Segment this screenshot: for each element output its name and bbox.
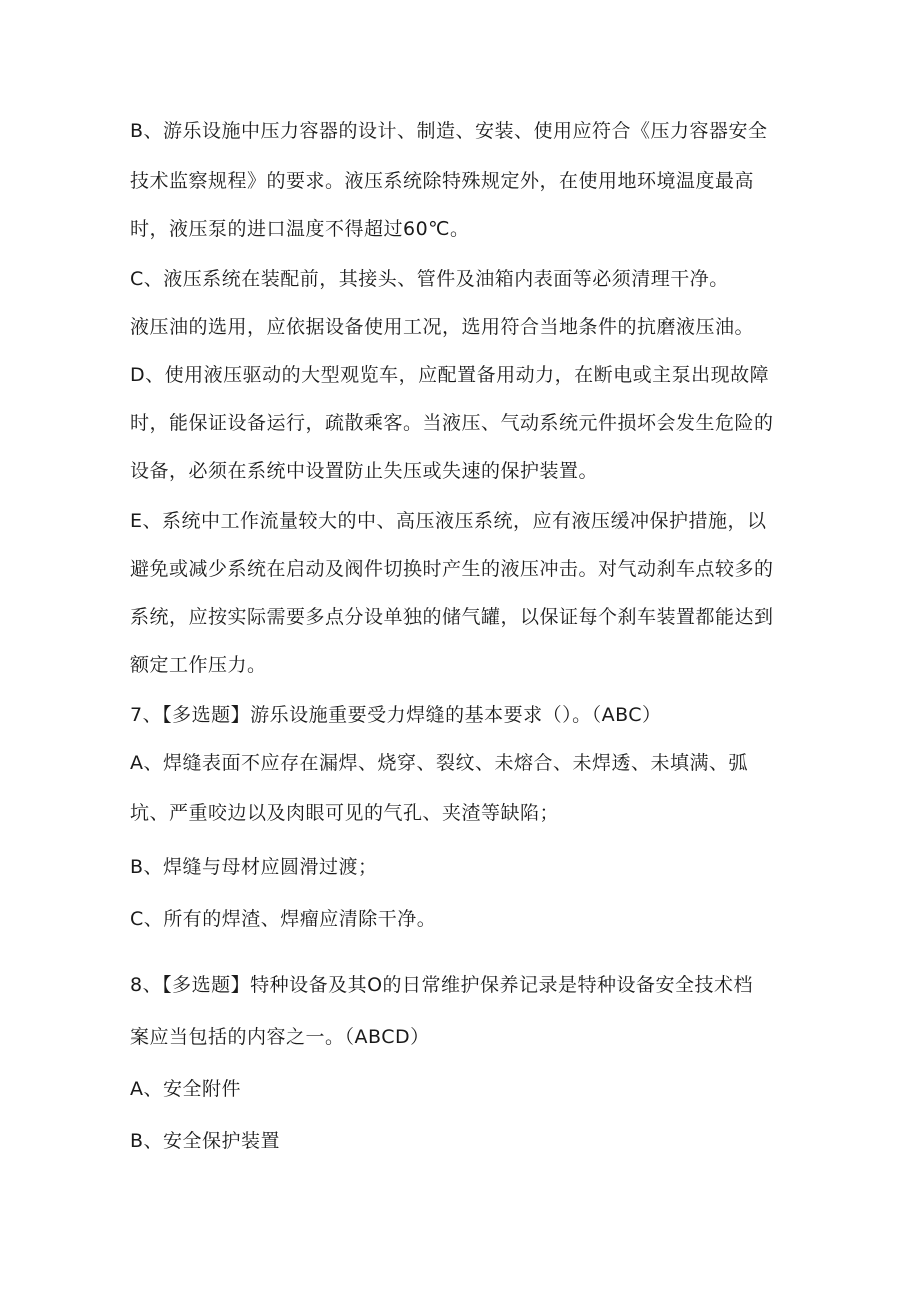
option-b-line-3: 时，液压泵的进口温度不得超过60℃。 — [130, 218, 470, 240]
q7-option-c: C、所有的焊渣、焊瘤应清除干净。 — [130, 908, 437, 930]
option-e-line-1: E、系统中工作流量较大的中、高压液压系统，应有液压缓冲保护措施，以 — [130, 510, 767, 532]
q8-option-a: A、安全附件 — [130, 1078, 241, 1100]
q7-option-a-line-1: A、焊缝表面不应存在漏焊、烧穿、裂纹、未熔合、未焊透、未填满、弧 — [130, 752, 748, 774]
option-c-line-1: C、液压系统在装配前，其接头、管件及油箱内表面等必须清理干净。 — [130, 268, 729, 290]
question-8-title-line-1: 8、【多选题】特种设备及其O的日常维护保养记录是特种设备安全技术档 — [130, 974, 754, 996]
option-b-line-1: B、游乐设施中压力容器的设计、制造、安装、使用应符合《压力容器安全 — [130, 120, 768, 142]
question-7-title: 7、【多选题】游乐设施重要受力焊缝的基本要求（）。（ABC） — [130, 704, 662, 726]
q7-option-a-line-2: 坑、严重咬边以及肉眼可见的气孔、夹渣等缺陷； — [130, 802, 560, 824]
paragraph-line: 液压油的选用，应依据设备使用工况，选用符合当地条件的抗磨液压油。 — [130, 316, 755, 338]
option-d-line-1: D、使用液压驱动的大型观览车，应配置备用动力，在断电或主泵出现故障 — [130, 364, 770, 386]
option-d-line-3: 设备，必须在系统中设置防止失压或失速的保护装置。 — [130, 460, 599, 482]
option-e-line-4: 额定工作压力。 — [130, 654, 267, 676]
option-e-line-2: 避免或减少系统在启动及阀件切换时产生的液压冲击。对气动刹车点较多的 — [130, 558, 774, 580]
q7-option-b: B、焊缝与母材应圆滑过渡； — [130, 856, 378, 878]
q8-option-b: B、安全保护装置 — [130, 1130, 281, 1152]
option-e-line-3: 系统，应按实际需要多点分设单独的储气罐，以保证每个刹车装置都能达到 — [130, 606, 774, 628]
question-8-title-line-2: 案应当包括的内容之一。（ABCD） — [130, 1026, 430, 1048]
option-b-line-2: 技术监察规程》的要求。液压系统除特殊规定外，在使用地环境温度最高 — [130, 170, 755, 192]
option-d-line-2: 时，能保证设备运行，疏散乘客。当液压、气动系统元件损坏会发生危险的 — [130, 412, 774, 434]
